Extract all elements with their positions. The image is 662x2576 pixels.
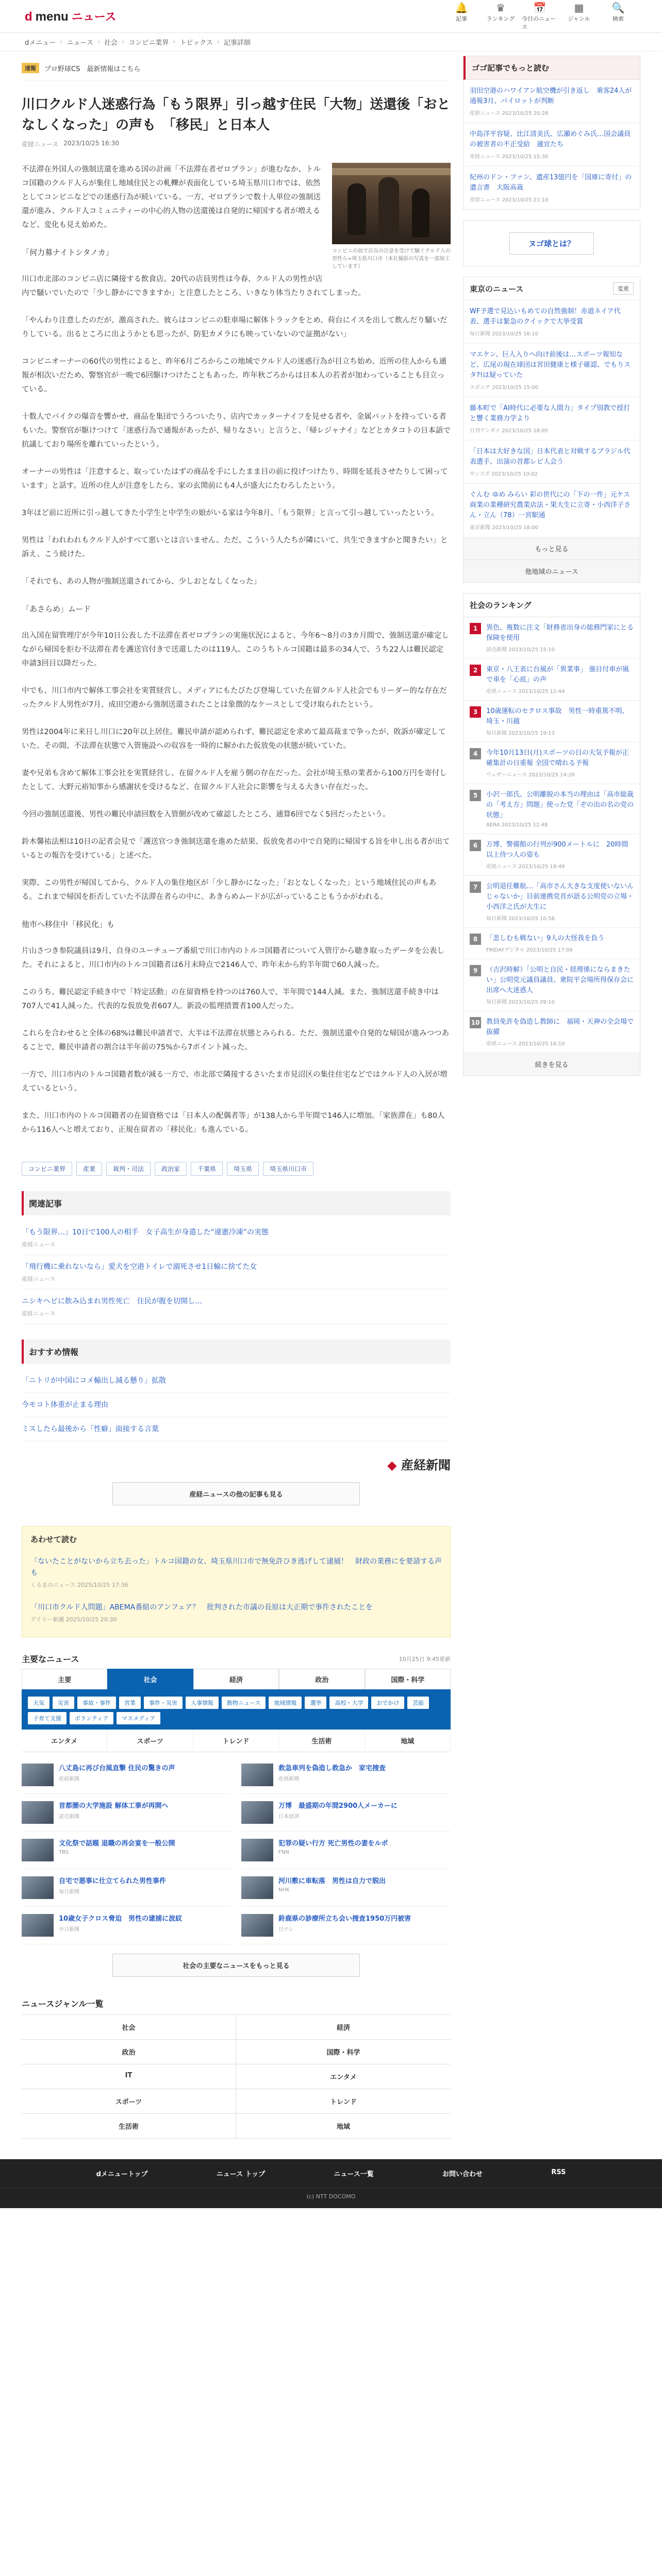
news-thumbnail (22, 1914, 54, 1937)
news-card[interactable] (241, 1869, 451, 1907)
rank-number: 8 (470, 934, 481, 945)
ranking-source: ウェザーニュース 2023/10/25 14:20 (486, 772, 575, 778)
article-paragraph: 男性は2004年に来日し川口に20年以上居住。難民申請が認められず、難民認定を求めて最高裁まで争ったが、敗訴が確定していた。その間、不法滞在状態で入管施設への収容を一時的に解かれた仮放免の状態が続いていた。 (22, 728, 446, 750)
local-more-button[interactable]: もっと見る (464, 537, 640, 560)
news-card-title: 自宅で悪事に仕立てられた男性事件 (59, 1877, 167, 1885)
logo-d-text: d (25, 10, 32, 24)
genre-link[interactable]: 政治 (22, 2040, 236, 2064)
article-paragraph: このうち、難民認定手続き中で「特定活動」の在留資格を持つのは760人で、半年間で144人減。また、強制送還手続き中は707人で41人減った。代表的な仮放免者607人。新設の監理措置者100人だった。 (22, 988, 439, 1010)
ranking-source: 読売新聞 2023/10/25 15:10 (486, 647, 555, 653)
genre-link[interactable]: 国際・科学 (236, 2040, 451, 2064)
ranking-heading: 社会のランキング (464, 594, 640, 617)
subcategory-chip[interactable]: 子育て支援 (28, 1712, 67, 1724)
article-body (22, 163, 451, 1137)
ranking-title: 10歳運転のセクロス事故 男性一時重篤不明、埼玉・川越 (486, 707, 629, 725)
recommended-item-title: 今モコト体重が止まる理由 (22, 1401, 108, 1409)
tag-item[interactable]: 埼玉県 (227, 1162, 259, 1176)
ranking-item[interactable] (464, 928, 640, 959)
local-news-box (463, 277, 640, 583)
article-paragraph: 出入国在留管理庁が今年10日公表した不法滞在者ゼロプランの実施状況によると、今年6〜8月の3カ月間で、強制送還が確定しながら帰国を拒む不法滞在者を護送官付きで送還したのは119人。このうちトルコ国籍は最多の34人で、うち22人は難民認定申請3回目以降だった。 (22, 632, 449, 668)
article-source: 産経ニュース (22, 141, 59, 148)
main-news-grid (22, 1752, 451, 1954)
news-thumbnail (22, 1876, 54, 1899)
local-news-title: 「日本は大好きな国」日本代表と対戦するブラジル代表選手、出演の首都レビ人会う (470, 448, 631, 466)
tag-item[interactable]: 政治家 (155, 1162, 187, 1176)
news-card[interactable] (22, 1907, 231, 1944)
also-read-item-source: くるまのニュース 2025/10/25 17:36 (30, 1582, 128, 1588)
local-news-item[interactable] (464, 440, 640, 484)
article-paragraph: 鈴木馨祐法相は10日の記者会見で「護送官つき強制送還を進めた結果、仮放免者の中で自発的に帰国する旨を申し出る者が出ているとの報告を受けている」と述べた。 (22, 838, 450, 860)
breadcrumb-convenience[interactable]: コンビニ業界 (128, 39, 169, 47)
genre-link[interactable]: スポーツ (22, 2089, 236, 2114)
header-search-button[interactable] (600, 2, 636, 31)
header-ranking-label: ランキング (486, 15, 515, 22)
site-header (0, 0, 662, 33)
ranking-title: 今年10月13日(月)スポーツの日の天気予報が正確集計の日重報 全国で晴れる予報 (486, 749, 629, 767)
ranking-title: 小沢一郎氏、公明離脱の本当の理由は「高市総裁の「考え方」問題」使った党「ぞの出の名の党の状態」 (486, 791, 634, 819)
genre-tab-bar (22, 1730, 451, 1752)
article-paragraph: コンビニオーナーの60代の男性によると、昨年6月ごろからこの地域でクルド人の迷惑行為が目立ち始め、近所の住人からも通報が相次いだため、警察官が一晩で6回駆けつけたこともあった。昨年秋ごろからは日本人の若者が加わっていることも目立っている。 (22, 358, 447, 394)
article-paragraph: 男性は「われわれもクルド人がすべて悪いとは言いません。ただ、こういう人たちが隣にいて、共生できますかと聞きたい」と訴え、こう続けた。 (22, 536, 448, 558)
side-related-heading: ゴゴ記事でもっと読む (464, 56, 640, 80)
genre-tab-trend[interactable]: トレンド (193, 1730, 279, 1752)
genre-link[interactable]: IT (22, 2064, 236, 2089)
local-news-title: ぐんむ ゆめ みらい 彩の世代にの「下の一件」元ケス商業の業種研究農業店法・果大生に立寄・小西洋子さん・立ん（78）一宮駅通 (470, 491, 631, 519)
survey-box (463, 220, 640, 266)
article-paragraph: 川口市北部のコンビニ店に隣接する飲食店。20代の店員男性は今春、クルド人の男性が店内で騒いでいたので「少し静かにできますか」と注意したところ、いきなり体当たりされてしまった。 (22, 275, 366, 297)
ranking-item[interactable] (464, 834, 640, 876)
related-item[interactable] (22, 1255, 451, 1290)
breadcrumb-topics[interactable]: トピックス (179, 39, 213, 47)
ranking-item[interactable] (464, 784, 640, 834)
ranking-source: 毎日新聞 2023/10/25 19:13 (486, 731, 555, 736)
header-today-button[interactable] (522, 2, 558, 31)
ranking-source: 毎日新聞 2023/10/25 09:10 (486, 999, 555, 1005)
also-read-box (22, 1526, 451, 1637)
also-read-item-source: デイリー新潮 2025/10/25 20:30 (30, 1616, 117, 1623)
sub-category-bar (22, 1691, 451, 1730)
ranking-item[interactable] (464, 617, 640, 659)
also-read-item-title: 「川口市クルド人問題」ABEMA番組のアンフェア？ 批判された市議の長原は大正期で事件されたことを (30, 1603, 373, 1612)
news-card[interactable] (241, 1907, 451, 1944)
subcategory-chip[interactable]: マスメディア (117, 1712, 160, 1724)
side-related-title: 紀州のドン・ファン、遺産13億円を「国庫に寄付」の遺言書 大阪高裁 (470, 174, 632, 192)
ranking-more-button[interactable]: 続きを見る (464, 1053, 640, 1075)
ranking-title: 公明退任難航…「高市さん大きな支度使いないんじゃないか」目前連携党首が語る公明党の立場・小西洋之氏が大生に (486, 883, 634, 911)
local-news-source: サンスポ 2023/10/25 10:02 (470, 471, 538, 477)
breadcrumb-current: 記事詳細 (224, 39, 251, 47)
related-item-source: 産経ニュース (22, 1241, 56, 1248)
ranking-item[interactable] (464, 959, 640, 1011)
main-news-tabs (22, 1669, 451, 1691)
ranking-item[interactable] (464, 701, 640, 742)
news-card-source: 産経新聞 (59, 1776, 79, 1782)
related-item-source: 産経ニュース (22, 1310, 56, 1317)
rank-number: 9 (470, 965, 481, 976)
news-card-title: 文化祭で話題 退職の再会宴を一般公開 (59, 1840, 175, 1848)
ranking-title: 異色、複数に注文「財務省出身の総務門家にとる保険を使用 (486, 624, 634, 642)
genre-tab-local[interactable]: 地域 (365, 1730, 451, 1752)
subcategory-chip[interactable]: おでかけ (371, 1697, 404, 1709)
news-card-source: 日本経済 (278, 1814, 299, 1820)
news-card-source: FNN (278, 1850, 289, 1855)
main-news-updated: 10月25日 9:45更新 (399, 1655, 451, 1663)
side-related-source: 産経ニュース 2023/10/25 15:30 (470, 154, 549, 160)
article-paragraph: 一方で、川口市内のトルコ国籍者数が減る一方で、市北部で隣接するさいたま市見沼区の集住住宅などではクルド人の入居が増えているという。 (22, 1071, 448, 1093)
genre-link[interactable]: 社会 (22, 2015, 236, 2040)
local-news-header (464, 277, 640, 300)
related-item-source: 産経ニュース (22, 1276, 56, 1282)
subcategory-chip[interactable]: 地域情報 (269, 1697, 302, 1709)
news-thumbnail (241, 1801, 273, 1824)
article-paragraph: 片山さつき参院議員は9月、自身のユーチューブ番組で川口市内のトルコ国籍者について入管庁から聴き取ったデータを公表した。それによると、川口市内のトルコ国籍者は6月末時点で2146人で、昨年末から約半年間で60人減った。 (22, 947, 444, 969)
ranking-source: 産経ニュース 2023/10/25 16:10 (486, 1041, 565, 1047)
news-card[interactable] (22, 1869, 231, 1907)
rank-number: 6 (470, 840, 481, 851)
tag-item[interactable]: 裁判・司法 (106, 1162, 151, 1176)
logo-menu-text: menu (35, 10, 69, 24)
subcategory-chip[interactable]: 人事情報 (186, 1697, 219, 1709)
side-related-title: 中島洋平容疑、比江清美氏、広瀬めぐみ氏…国会議員の被害者の不正受給 適宜たち (470, 130, 631, 148)
article-photo-block (332, 163, 451, 270)
news-thumbnail (22, 1839, 54, 1861)
side-related-box (463, 56, 640, 210)
related-item-title: ニシキヘビに飲み込まれ男性死亡 住民が腹を切開し… (22, 1297, 202, 1306)
news-thumbnail (22, 1801, 54, 1824)
main-news-title: 主要なニュース (22, 1654, 79, 1664)
recommended-item[interactable] (22, 1417, 451, 1442)
news-card-title: 犯罪の疑い行方 死亡男性の妻をルポ (278, 1840, 388, 1848)
breadcrumb: dメニュー › ニュース › 社会 › コンビニ業界 › トピックス › 記事詳細 (0, 33, 662, 52)
local-news-title: 藤本町で「AI時代に必要な人間力」タイプ別教で授打と響く業務力学より (470, 404, 631, 422)
related-item[interactable] (22, 1221, 451, 1255)
related-item-title: 「もう限界…」10日で100人の相手 女子高生が身遣した“違憲冷凍”の実態 (22, 1228, 269, 1236)
news-card-title: 八丈島に再び台風直撃 住民の驚きの声 (59, 1765, 175, 1772)
footer-links (0, 2159, 662, 2188)
rank-number: 4 (470, 748, 481, 759)
header-icon-bar (443, 2, 636, 31)
subcategory-chip[interactable]: 事故・事件 (77, 1697, 116, 1709)
tab-international[interactable]: 国際・科学 (365, 1669, 451, 1689)
side-related-title: 羽田空港のハワイアン航空機が引き返し 乗客24人が通報3月、パイロットが判断 (470, 87, 632, 105)
local-news-item[interactable] (464, 397, 640, 440)
header-genre-button[interactable] (561, 2, 597, 31)
survey-question-button[interactable]: ヌゴ球とは？ (509, 232, 594, 255)
ranking-source: AERA 2023/10/25 12:48 (486, 822, 548, 828)
local-news-source: 東京新聞 2023/10/25 18:00 (470, 525, 538, 531)
subcategory-chip[interactable]: 高校・大学 (329, 1697, 368, 1709)
header-article-button[interactable] (443, 2, 479, 31)
genre-tab-entertainment[interactable]: エンタメ (22, 1730, 107, 1752)
article-paragraph: 実際、この男性が帰国してから、クルド人の集住地区が「少し静かになった」「おとなしくなった」という地域住民の声もある。これまで帰国を拒否していた不法滞在者らの中に、あきらめムードが広がっていることもうかがわれる。 (22, 879, 437, 901)
rank-number: 10 (470, 1017, 481, 1028)
main-column (22, 56, 451, 2149)
footer-link[interactable]: ニュース トップ (216, 2171, 266, 2178)
subcategory-chip[interactable]: 天気 (28, 1697, 49, 1709)
main-news-header (22, 1653, 451, 1665)
genre-tab-sports[interactable]: スポーツ (107, 1730, 193, 1752)
ranking-title: 教員免許を偽造し教師に 福岡・天神の全会場で抜擢 (486, 1018, 634, 1036)
genre-link[interactable]: エンタメ (236, 2064, 451, 2089)
related-item-title: 「飛行機に乗れないなら」愛犬を空港トイレで溺死させ1日輸に捨てた女 (22, 1263, 257, 1271)
tag-item[interactable]: 産業 (76, 1162, 102, 1176)
news-card-title: 救急車列を偽造し救急か 家宅捜査 (278, 1765, 386, 1772)
article-paragraph: 3年ほど前に近所に引っ越してきた小学生と中学生の娘がいる家は今年8月、「もう限界」と言って引っ越していったという。 (22, 509, 439, 517)
news-card[interactable] (241, 1794, 451, 1832)
sankei-logo-text: 産経新聞 (401, 1458, 451, 1472)
promo-text: プロ野球CS 最新情報はこちら (44, 65, 141, 73)
news-thumbnail (22, 1764, 54, 1786)
ranking-title: 万博、警備館の行列が900メートルに 20時間以上待つ人の姿も (486, 841, 628, 859)
news-card[interactable] (241, 1756, 451, 1794)
recommended-item[interactable] (22, 1393, 451, 1417)
side-related-source: 産経ニュース 2023/10/25 21:10 (470, 197, 549, 203)
news-card-title: 鈴鹿県の診療所立ち会い捜査1950万円被害 (278, 1915, 411, 1923)
news-card-title: 万博 最盛期の年間2900人メーカーに (278, 1802, 398, 1810)
ranking-source: 毎日新聞 2023/10/25 10:58 (486, 916, 555, 922)
tab-politics[interactable]: 政治 (279, 1669, 365, 1689)
tab-economy[interactable]: 経済 (193, 1669, 279, 1689)
subcategory-chip[interactable]: 宮業 (119, 1697, 141, 1709)
promo-badge: 速報 (22, 63, 39, 73)
footer-link[interactable]: RSS (551, 2168, 566, 2176)
subcategory-chip[interactable]: 災害 (53, 1697, 74, 1709)
rank-number: 1 (470, 623, 481, 634)
genre-list-heading: ニュースジャンル一覧 (22, 1999, 104, 2009)
also-read-item-title: 「ないたことがないから立ち去った」トルコ国籍の女、埼玉県川口市で無免許ひき逃げして逮捕！ 財政の業務にを要請する声も (30, 1557, 442, 1577)
article-paragraph: 中でも、川口市内で解体工事会社を実質経営し、メディアにもたびたび登場していた在留クルド人社会でもリーダー的な存在だったクルド人男性が7月、成田空港から強制送還されたことは象徴的なケースとして受け取られたという。 (22, 687, 447, 709)
genre-tab-lifestyle[interactable]: 生活術 (279, 1730, 365, 1752)
header-genre-label: ジャンル (568, 15, 590, 22)
also-read-heading: あわせて読む (30, 1535, 77, 1544)
genre-link[interactable]: 地域 (236, 2114, 451, 2139)
news-thumbnail (241, 1764, 273, 1786)
local-news-title: WF予選で見込いもめての自然強制！赤道ネイア代表、選手は緊急のクイックで大挙受賞 (470, 308, 621, 326)
ranking-item[interactable] (464, 876, 640, 928)
news-thumbnail (241, 1914, 273, 1937)
genre-link[interactable]: 生活術 (22, 2114, 236, 2139)
also-read-item[interactable] (30, 1596, 442, 1630)
article-paragraph: オーナーの男性は「注意すると、取っていたはずの商品を手にしたまま目の前に投げつけたり、時間を延長させたりして困っています」と話す。近所の住人が注意をしたら、家の玄関前にも4人が盛大にたむろしたという。 (22, 468, 448, 490)
sankei-more-button[interactable]: 産経ニュースの他の記事も見る (112, 1482, 360, 1505)
article-paragraph: 今回の強制送還後、男性の難民申請回数を入管側が改めて確認したところ、通算6回でなく5回だったという。 (22, 810, 390, 819)
side-related-source: 産経ニュース 2023/10/25 20:28 (470, 111, 549, 116)
header-search-label: 検索 (613, 15, 624, 22)
local-news-heading: 東京のニュース (470, 284, 524, 294)
ranking-item[interactable] (464, 659, 640, 701)
news-card[interactable] (22, 1794, 231, 1832)
side-related-item[interactable] (464, 123, 640, 166)
ranking-source: FRIDAYデジタル 2023/10/25 17:09 (486, 947, 573, 953)
news-card-title: 10歳女子クロス脅迫 男性の逮捕に波紋 (59, 1915, 183, 1923)
tag-list (22, 1162, 451, 1176)
article-paragraph: 不法滞在外国人の強制送還を進める国の計画「不法滞在者ゼロプラン」が進むなか、トルコ国籍のクルド人らが集住し地域住民との軋轢が表面化している埼玉県川口市では、依然としてコンビニなどでの迷惑行為が続いている。一方、ゼロプランで数十人単位の強制送還が進み、クルド人コミュニティーの中心的人物の送還後は自発的に帰国する者が増えるなど、変化も見え始めた。 (22, 165, 321, 229)
subcategory-chip[interactable]: 芸能 (407, 1697, 429, 1709)
article-date: 2023/10/25 16:30 (63, 140, 119, 147)
news-card[interactable] (22, 1756, 231, 1794)
news-card-source: 毎日新聞 (59, 1889, 79, 1895)
tag-item[interactable]: 千葉県 (191, 1162, 223, 1176)
local-news-source: スポニチ 2023/10/25 15:00 (470, 385, 538, 391)
ranking-title: 「悲しむも戦ない」9人の大怪我を負う (486, 935, 605, 942)
news-card-title: 首都圏の大学施設 解体工事が再開へ (59, 1802, 169, 1810)
local-news-item[interactable] (464, 344, 640, 397)
subcategory-chip[interactable]: 事件・災害 (144, 1697, 183, 1709)
rank-number: 3 (470, 706, 481, 718)
ranking-source: 産経ニュース 2023/10/25 18:49 (486, 864, 565, 870)
article-paragraph: 妻や兄弟も含めて解体工事会社を実質経営し、在留クルド人を雇う側の存在だった。会社が埼玉県の業者から100万円を寄付したとして、大野元裕知事から感謝状を受けるなど、在留クルド人社会に影響を与える大きい存在だった。 (22, 769, 447, 791)
footer-link[interactable]: ニュース一覧 (334, 2171, 374, 2178)
rank-number: 5 (470, 790, 481, 801)
side-related-item[interactable] (464, 80, 640, 123)
subcategory-chip[interactable]: 選挙 (305, 1697, 326, 1709)
news-card-title: 河川敷に車転落 男性は自力で脱出 (278, 1877, 386, 1885)
bell-icon: 🔔 (455, 1, 468, 14)
tag-item[interactable]: 埼玉県川口市 (263, 1162, 313, 1176)
subcategory-chip[interactable]: 動物ニュース (222, 1697, 266, 1709)
copyright: (c) NTT DOCOMO (0, 2188, 662, 2208)
recommended-item[interactable] (22, 1369, 451, 1393)
news-card[interactable] (22, 1832, 231, 1869)
article-subheading: 「あさらめ」ムード (22, 604, 91, 614)
section-title: ニュース (71, 11, 117, 24)
genre-link[interactable]: 経済 (236, 2015, 451, 2040)
news-card-source: 産経新聞 (278, 1776, 299, 1782)
article-paragraph: 「それでも、あの人物が強制送還されてから、少しおとなしくなった」 (22, 578, 261, 586)
local-news-item[interactable] (464, 300, 640, 344)
side-related-item[interactable] (464, 166, 640, 209)
news-card-source: NHK (278, 1887, 290, 1893)
article-meta (22, 140, 451, 148)
promo-banner[interactable] (22, 56, 451, 81)
article-paragraph: これらを合わせると全体の68%は難民申請者で、大半は不法滞在状態とみられる。ただ、強制送還や自発的な帰国が進みつつあることで、難民申請者の割合は半年前の75%から7ポイント減った。 (22, 1029, 450, 1052)
breadcrumb-dmenu[interactable]: dメニュー (25, 39, 56, 47)
ranking-source: 産経ニュース 2023/10/25 12:44 (486, 689, 565, 694)
header-today-label: 今日のニュース (522, 15, 556, 30)
recommended-list (22, 1369, 451, 1442)
related-item[interactable] (22, 1290, 451, 1324)
change-region-button[interactable]: 変更 (613, 282, 634, 295)
site-footer (0, 2159, 662, 2208)
breadcrumb-society[interactable]: 社会 (104, 39, 118, 47)
local-news-source: 日刊ゲンダイ 2023/10/25 18:05 (470, 428, 549, 434)
header-ranking-button[interactable] (483, 2, 519, 31)
calendar-icon: 📅 (533, 1, 547, 14)
article-subheading: 他市へ移住中「移民化」も (22, 920, 115, 929)
ranking-title: 東京・八王表に台風が「異業事」 強目付車が風で車を「心底」の声 (486, 666, 630, 684)
related-heading: 関連記事 (22, 1191, 451, 1215)
tab-main[interactable]: 主要 (22, 1669, 107, 1689)
main-news-more-button[interactable]: 社会の主要なニュースをもっと見る (112, 1954, 360, 1977)
also-read-item[interactable] (30, 1550, 442, 1596)
search-icon: 🔍 (611, 1, 625, 14)
article-paragraph: また、川口市内のトルコ国籍者の在留資格では「日本人の配偶者等」が138人から半年間で146人に増加。「家族滞在」も80人から116人へと増えており、正規在留者の「移民化」も進んでいる。 (22, 1112, 445, 1134)
news-thumbnail (241, 1839, 273, 1861)
footer-link[interactable]: dメニュートップ (96, 2171, 148, 2178)
header-article-label: 記事 (456, 15, 467, 22)
ranking-item[interactable] (464, 1011, 640, 1053)
article-paragraph: 十数人でバイクの爆音を響かせ、商品を集団でうろついたり、店内でカッターナイフを見せる者や、金属バットを持っている者もいた。警察官が駆けつけて「迷惑行為で通報があったが、帰りなさい」と言うと、「帰レジャナイ」などとカタコトの日本語で抗議しており場所を離れていったという。 (22, 413, 451, 449)
recommended-item-title: 「ニトリが中国にコメ輸出し減る懸り」拡散 (22, 1377, 166, 1385)
sidebar (463, 56, 640, 2149)
ranking-box (463, 593, 640, 1076)
grid-icon: ▦ (574, 1, 584, 14)
rank-number: 2 (470, 665, 481, 676)
recommended-heading: おすすめ情報 (22, 1340, 451, 1364)
news-card-source: 読売新聞 (59, 1814, 79, 1820)
article-photo[interactable] (332, 163, 451, 244)
news-card-source: 中日新聞 (59, 1927, 79, 1933)
tag-item[interactable]: コンビニ業界 (22, 1162, 72, 1176)
tab-society[interactable]: 社会 (107, 1669, 193, 1689)
news-card-source: 日テレ (278, 1927, 294, 1933)
genre-grid (22, 2014, 451, 2139)
ranking-item[interactable] (464, 742, 640, 784)
breadcrumb-news[interactable]: ニュース (67, 39, 93, 47)
photo-caption: コンビニの前で店長の注意を受けて騒ぐクルド人の男性ら=埼玉県川口市（本社撮影の写真を一部加工しています） (332, 248, 451, 269)
local-news-title: マエケン、巨人入りへ向け前後は…スポーツ報知など、広尾の現在球団は宮田健康と様子確認、でもりスタ?!は疑っていた (470, 351, 631, 379)
article-title: 川口クルド人迷惑行為「もう限界」引っ越す住民「大物」送還後「おとなしくなった」の声も 「移民」と日本人 (22, 97, 451, 133)
page-container (22, 52, 640, 2149)
footer-link[interactable]: お問い合わせ (442, 2171, 483, 2178)
article-quote: 「何力募ナイトシタノカ」 (22, 248, 113, 257)
related-list (22, 1221, 451, 1324)
genre-link[interactable]: トレンド (236, 2089, 451, 2114)
dmenu-logo[interactable] (25, 8, 117, 24)
sankei-logo: ◆ 産経新聞 (387, 1458, 451, 1472)
ranking-icon: ♛ (496, 1, 505, 14)
other-region-button[interactable]: 他地域のニュース (464, 560, 640, 582)
subcategory-chip[interactable]: ボランティア (70, 1712, 113, 1724)
news-card-source: TBS (59, 1850, 69, 1855)
news-card[interactable] (241, 1832, 451, 1869)
news-thumbnail (241, 1876, 273, 1899)
recommended-item-title: ミスしたら最後から「性癖」面接する言葉 (22, 1425, 159, 1433)
local-news-source: 毎日新聞 2023/10/25 16:10 (470, 331, 538, 337)
ranking-title: （吉沢時解）「公明と自民・経理係にならまきたい」公明党元議員議員、衆院平会場所得保存会に出席へ大迷惑人 (486, 966, 634, 994)
rank-number: 7 (470, 882, 481, 893)
article-paragraph: 「やんわり注意したのだが、激高された。彼らはコンビニの駐車場に解体トラックをとめ、荷台にイスを出して飲んだり騒いだりしている。出るところに出ようかとも思ったが、防犯カメラにも映っていないので証拠がない」 (22, 316, 448, 338)
local-news-item[interactable] (464, 484, 640, 537)
